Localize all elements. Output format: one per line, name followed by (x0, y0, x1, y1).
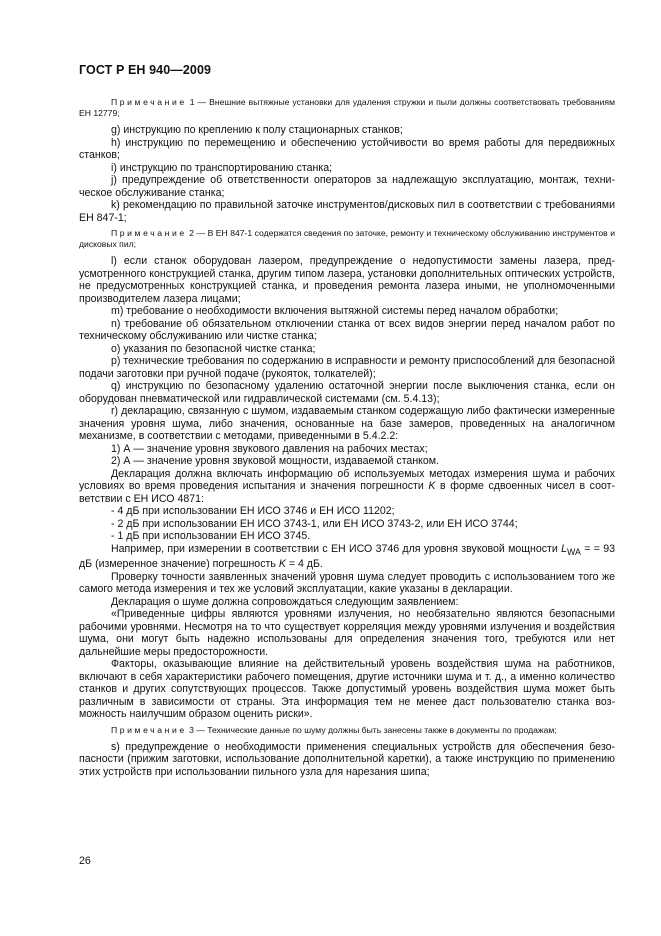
var-k: K (278, 558, 286, 571)
accompany-paragraph: Декларация о шуме должна сопровождаться следующим заявлением: (111, 595, 459, 608)
page-number: 26 (79, 855, 91, 867)
document-body (79, 93, 615, 778)
item-p: p) технические требования по содержанию в исправности и ремонту приспособлений для безопасной подачи заготовки при ручной подаче (рукояток, толкателей); (79, 355, 615, 380)
item-j: j) предупреждение об ответственности операторов за надлежащую эксплуатацию, монтаж, техническое обслуживание станка; (79, 174, 615, 199)
item-m: m) требование о необходимости включения вытяжной системы перед началом обработки; (111, 305, 559, 317)
note-text: 1 — Внешние вытяжные установки для удаления стружки и пыли должны соответствовать требованиям ЕН 12779; (79, 97, 615, 118)
check-paragraph: Проверку точности заявленных значений уровня шума следует проводить с использованием того же самого метода измерения и тех же условий эксплуатации, какие указаны в декларации. (79, 570, 615, 596)
note-label: Примечание (111, 228, 187, 238)
item-k: k) рекомендацию по правильной заточке инструментов/дисковых пил в соответствии с требованиями ЕН 847-1; (79, 199, 615, 224)
quote-paragraph: «Приведенные цифры являются уровнями излучения, но необязательно являются безопасными рабочими уровнями. Несмотря на то что существует корреляция между уровнями излучения и воздействия шума, они могут быть надежно использованы для определения значения того, требуются или нет дальнейшие меры предосторожности. (79, 608, 615, 658)
declaration-text-a: Декларация должна включать информацию об используемых методах измерения шума и рабочих условиях во время проведения испытания и значения погрешности (79, 467, 615, 492)
item-o: o) указания по безопасной чистке станка; (111, 342, 316, 355)
note-1 (79, 97, 615, 119)
item-h: h) инструкцию по перемещению и обеспечению устойчивости во время работы для передвижных станков; (79, 136, 615, 161)
item-g: g) инструкцию по креплению к полу стационарных станков; (111, 124, 403, 136)
item-q: q) инструкцию по безопасному удалению остаточной энергии после выключения станка, если он оборудован пневматической или гидравлической системами (см. 5.4.13); (79, 380, 615, 405)
note-text: 2 — В ЕН 847-1 содержатся сведения по заточке, ремонту и техническому обслуживанию инструментов и дисковых пил; (79, 228, 615, 249)
item-r: r) декларацию, связанную с шумом, издаваемым станком содержащую либо фактически измеренные значения уровня шума, либо значения, основанные на базе замеров, проведенных на аналогичном механизме, в соответствии с методами, приведенными в 5.4.2.2: (79, 405, 615, 442)
item-l: l) если станок оборудован лазером, предупреждение о недопустимости замены лазера, предусмотренного конструкцией станка, другим типом лазера, установки дополнительных оптических устройств, не предусмотренных конструкцией станка, и проведения ремонта лазера иными, не уполномоченными производителем лазера лицами; (79, 255, 615, 305)
note-label: Примечание (111, 97, 187, 107)
var-l: L (561, 542, 568, 555)
dash-item-2: - 2 дБ при использовании ЕН ИСО 3743-1, или ЕН ИСО 3743-2, или ЕН ИСО 3744; (111, 517, 518, 530)
note-text: 3 — Технические данные по шуму должны быть занесены также в документы по продажам; (186, 724, 557, 735)
item-n: n) требование об обязательном отключении станка от всех видов энергии перед началом работ по техническому обслуживанию или чистке станка; (79, 317, 615, 342)
note-3 (79, 725, 615, 736)
declaration-text-b: в форме сдвоенных чисел в соответствии с ЕН ИСО 4871: (79, 480, 616, 505)
item-s: s) предупреждение о необходимости применения специальных устройств для обеспечения безопасности (прижим заготовки, использование дополнительной каретки), а также инструкцию по применению этих устройств при использовании пильного узла для нарезания шипа; (79, 740, 615, 778)
example-paragraph (79, 543, 615, 571)
item-r1: 1) А — значение уровня звукового давления на рабочих местах; (111, 442, 428, 455)
declaration-paragraph (79, 468, 615, 506)
example-text-b: = = 93 дБ (измеренное значение) погрешность (79, 542, 615, 571)
factors-paragraph: Факторы, оказывающие влияние на действительный уровень воздействия шума на работников, включают в себя характеристики рабочего помещения, другие источники шума и т. д., а именно количество станков и других сопутствующих процессов. Также допустимый уровень воздействия шума может быть различным в зависимости от страны. Эта информация тем не менее даст пользователю станка возможность наилучшим образом оценить риски». (79, 658, 615, 721)
var-k: K (428, 480, 436, 492)
example-text-a: Например, при измерении в соответствии с ЕН ИСО 3746 для уровня звуковой мощности (111, 542, 562, 555)
note-label: Примечание (111, 724, 187, 735)
document-header: ГОСТ Р ЕН 940—2009 (79, 63, 212, 77)
example-text-c: = 4 дБ. (285, 558, 323, 571)
dash-item-3: - 1 дБ при использовании ЕН ИСО 3745. (111, 530, 311, 542)
item-i: i) инструкцию по транспортированию станка; (111, 161, 333, 174)
var-l-subscript: WA (567, 546, 581, 557)
item-r2: 2) А — значение уровня звуковой мощности, издаваемой станком. (111, 455, 440, 467)
dash-item-1: - 4 дБ при использовании ЕН ИСО 3746 и ЕН ИСО 11202; (111, 505, 395, 517)
note-2 (79, 228, 615, 250)
